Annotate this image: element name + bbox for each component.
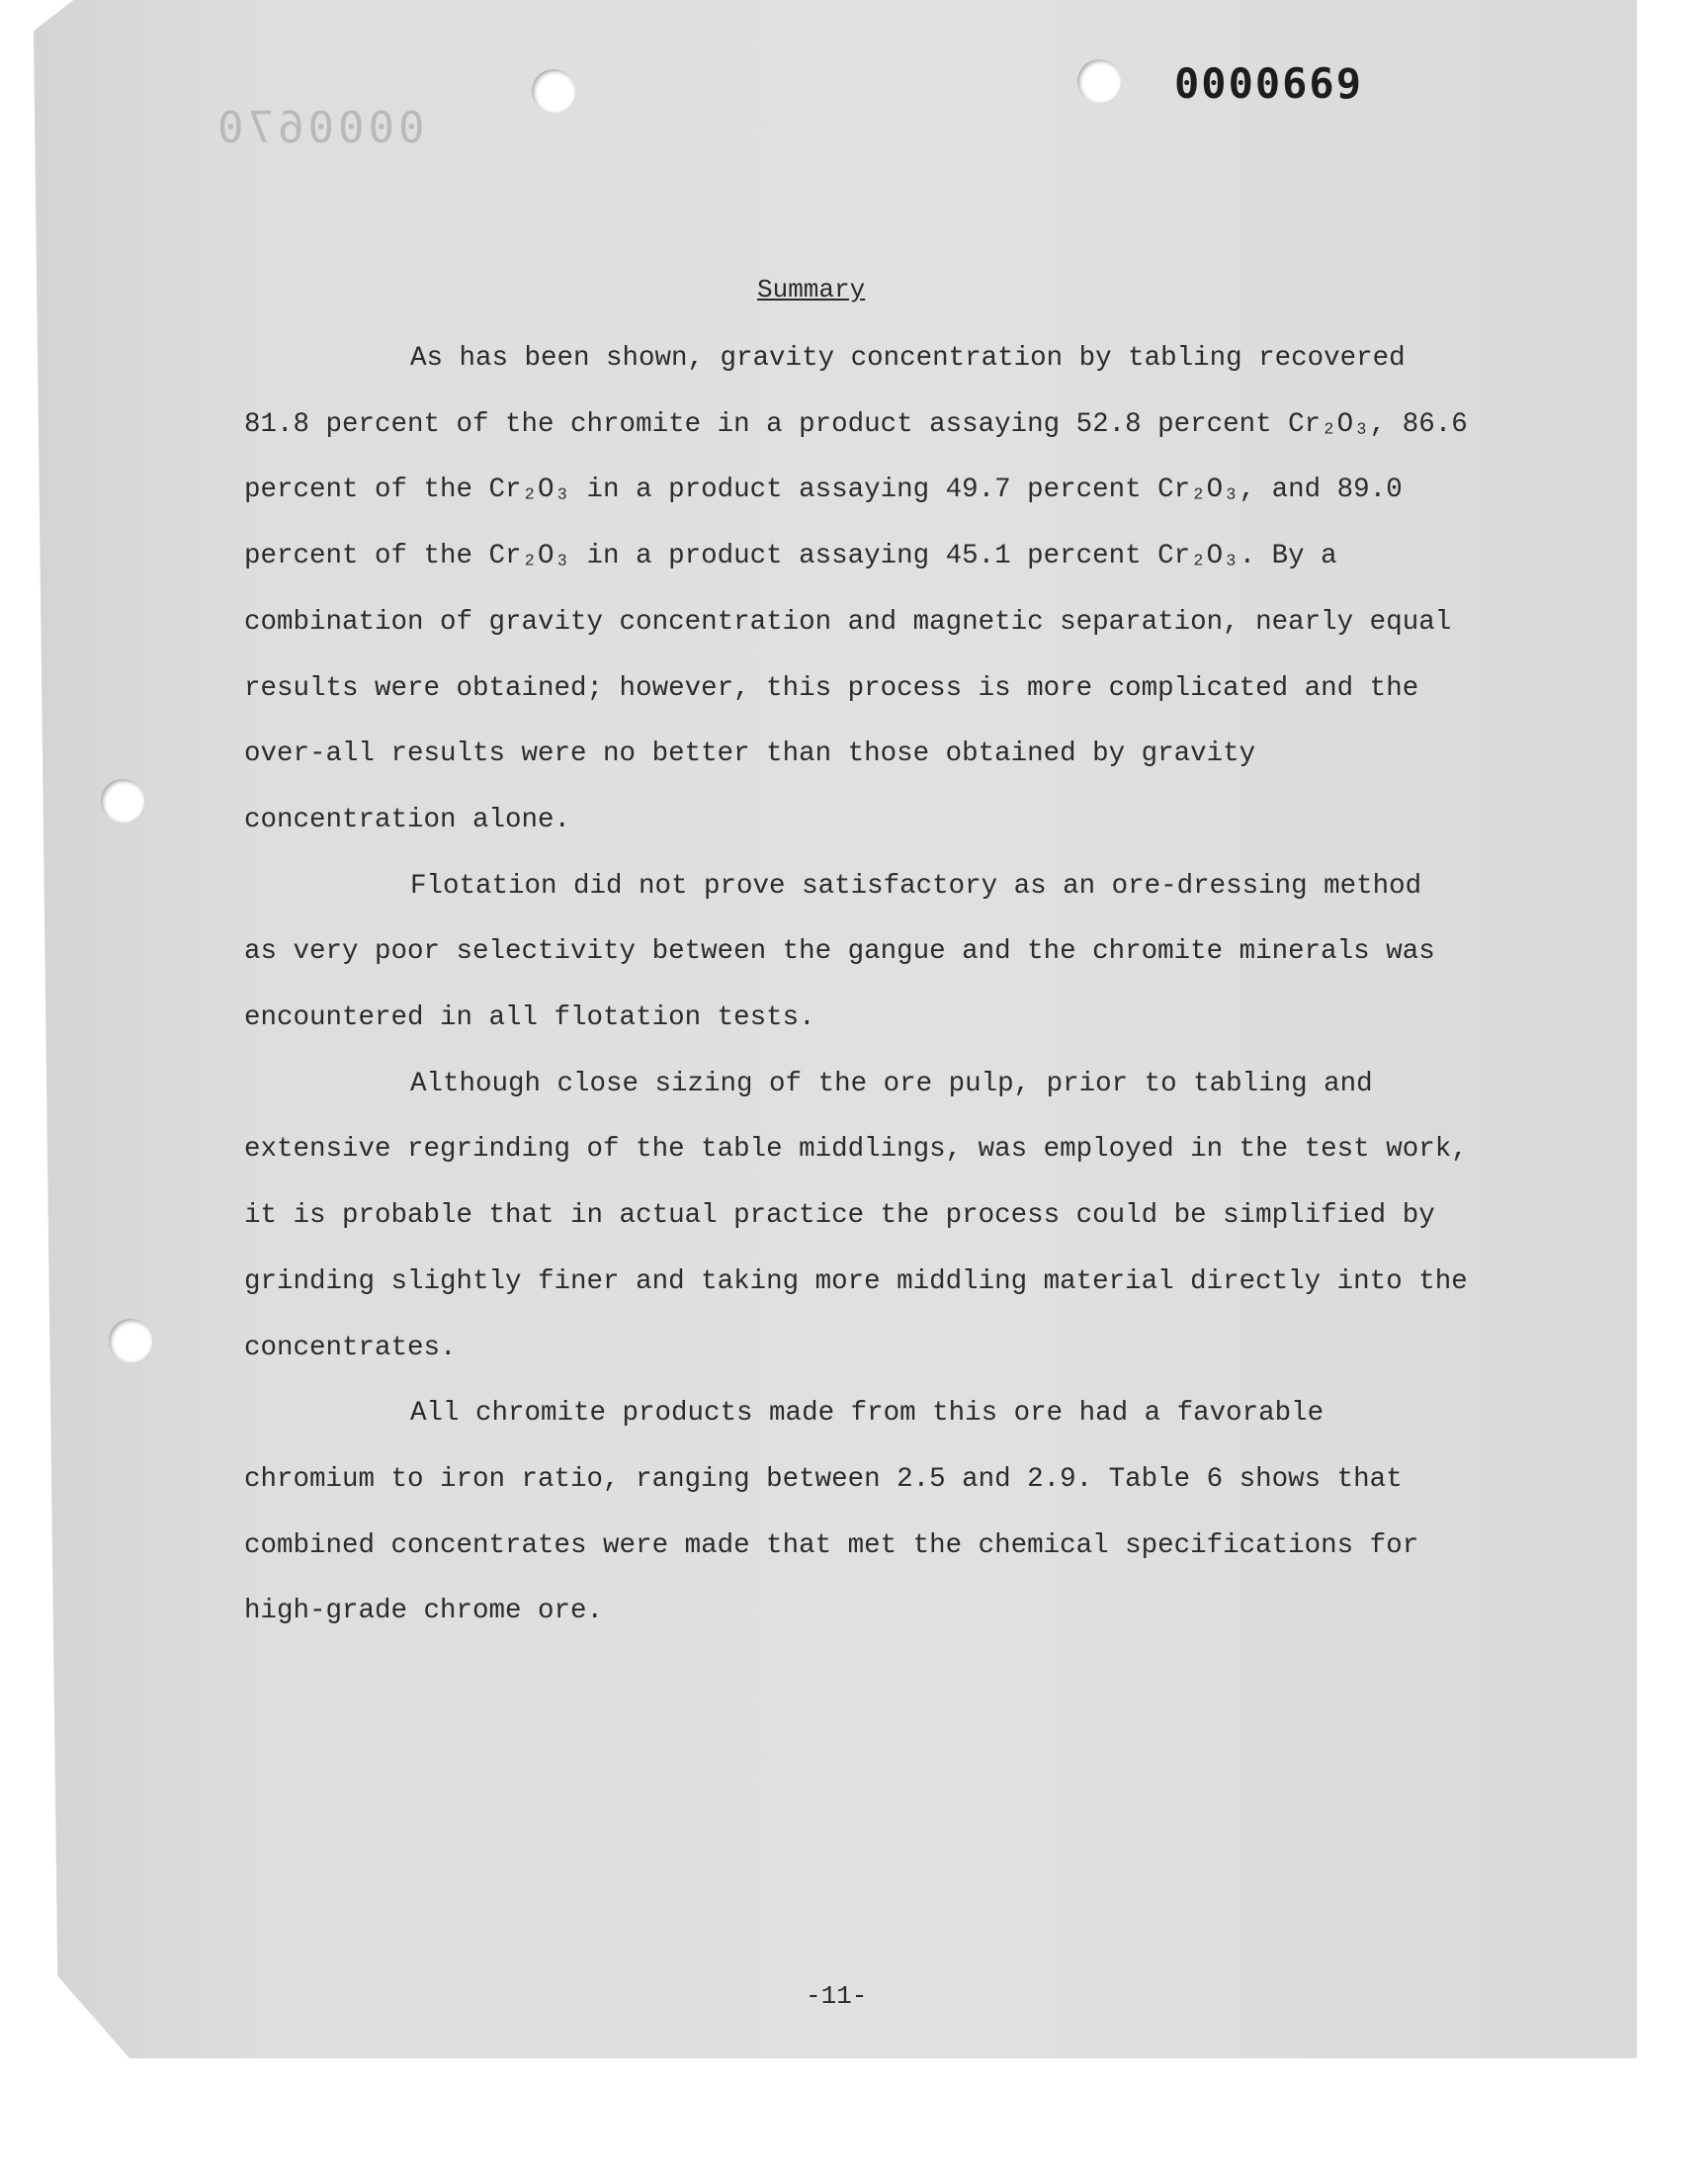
paragraph-3: Although close sizing of the ore pulp, prior to tabling and extensive regrinding of the table middlings, was employed in the test work, it is probable that in actual practice the process could be simplified by grinding slightly finer and taking more middling material directly into the concentrates. bbox=[244, 1068, 1468, 1363]
paragraph-4: All chromite products made from this ore had a favorable chromium to iron ratio, ranging between 2.5 and 2.9. Table 6 shows that combined concentrates were made that met the chemical specifications for high-grade chrome ore. bbox=[244, 1398, 1419, 1627]
summary-body bbox=[244, 326, 1470, 1645]
paragraph-1: As has been shown, gravity concentration by tabling recovered 81.8 percent of the chromite in a product assaying 52.8 percent Cr₂O₃, 86.6 percent of the Cr₂O₃ in a product assaying 49.7 percent Cr₂O₃, and 89.0 percent of the Cr₂O₃ in a product assaying 45.1 percent Cr₂O₃. By a combination of gravity concentration and magnetic separation, nearly equal results were obtained; however, this process is more complicated and the over-all results were no better than those obtained by gravity concentration alone. bbox=[244, 343, 1468, 835]
summary-heading: Summary bbox=[757, 275, 866, 304]
ghost-number: 0000670 bbox=[214, 103, 425, 153]
punch-hole-top-left bbox=[532, 69, 575, 113]
punch-hole-top-right bbox=[1077, 59, 1121, 103]
punch-hole-left-lower bbox=[109, 1319, 152, 1362]
punch-hole-left-middle bbox=[101, 779, 144, 823]
document-number: 0000669 bbox=[1174, 59, 1364, 108]
page-number: -11- bbox=[806, 1981, 868, 2011]
paragraph-2: Flotation did not prove satisfactory as an ore-dressing method as very poor selectivity between the gangue and the chromite minerals was encountered in all flotation tests. bbox=[244, 870, 1435, 1034]
